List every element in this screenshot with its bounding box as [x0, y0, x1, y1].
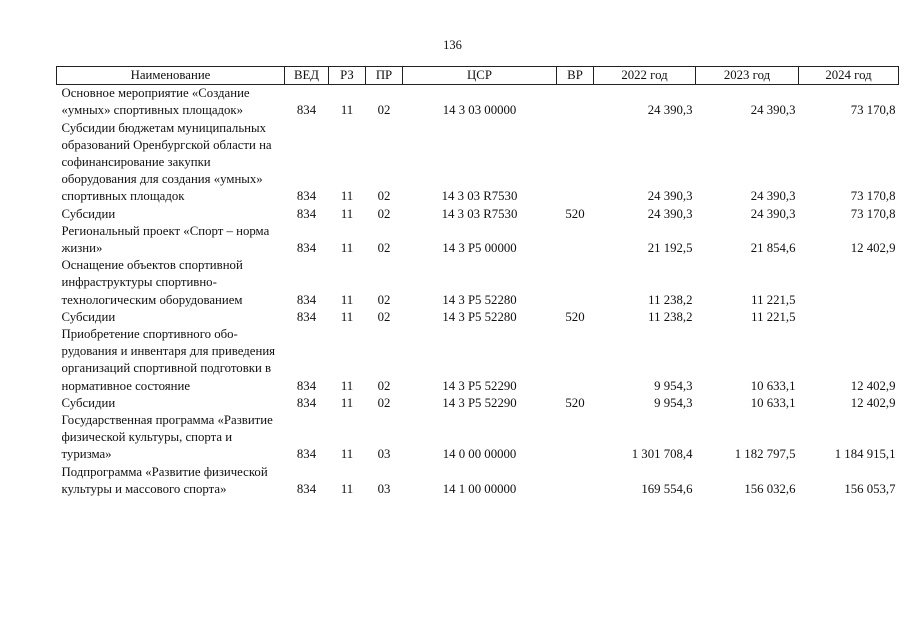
table-row: [57, 395, 899, 412]
cell-2023: 24 390,3: [750, 189, 796, 204]
cell-2022: 9 954,3: [654, 378, 693, 393]
row-name: Региональный проект «Спорт – норма жизни»: [61, 223, 270, 256]
table-row: [57, 257, 899, 309]
cell-2022: 169 554,6: [641, 481, 693, 496]
cell-vr: [557, 223, 594, 257]
table-body: [57, 85, 899, 498]
row-name: Подпрограмма «Развитие физической культуры и массового спорта»: [61, 464, 268, 496]
header-csr: ЦСР: [403, 67, 557, 85]
header-2022: 2022 год: [594, 67, 696, 85]
cell-rz: 11: [340, 447, 354, 462]
budget-table: [56, 66, 899, 498]
cell-pr: 02: [377, 206, 391, 221]
cell-2022: 9 954,3: [654, 395, 693, 410]
cell-2023: 1 182 797,5: [734, 447, 796, 462]
cell-csr: 14 1 00 00000: [442, 481, 517, 496]
cell-2022: 21 192,5: [647, 241, 693, 256]
cell-rz: 11: [340, 395, 354, 410]
cell-2024: 1 184 915,1: [834, 447, 896, 462]
cell-csr: 14 3 P5 52290: [442, 378, 517, 393]
page-number: 136: [443, 38, 462, 52]
cell-2024: [799, 309, 899, 326]
cell-rz: 11: [340, 309, 354, 324]
header-ved: ВЕД: [285, 67, 329, 85]
cell-vr: [557, 326, 594, 395]
cell-csr: 14 3 P5 52280: [442, 309, 517, 324]
cell-rz: 11: [340, 189, 354, 204]
cell-pr: 02: [377, 189, 391, 204]
table-header: [57, 67, 899, 85]
row-name: Субсидии: [61, 395, 116, 410]
cell-2024: 156 053,7: [844, 481, 896, 496]
cell-pr: 03: [377, 447, 391, 462]
cell-vr: 520: [565, 206, 585, 221]
header-pr: ПР: [366, 67, 403, 85]
cell-csr: 14 3 03 R7530: [441, 206, 518, 221]
cell-2024: 73 170,8: [850, 103, 896, 118]
table-row: [57, 223, 899, 257]
cell-2023: 10 633,1: [750, 395, 796, 410]
table-row: [57, 206, 899, 223]
cell-vr: [557, 464, 594, 498]
cell-2022: 24 390,3: [647, 206, 693, 221]
cell-2024: 12 402,9: [850, 241, 896, 256]
cell-pr: 02: [377, 103, 391, 118]
cell-2023: 11 221,5: [751, 292, 796, 307]
cell-pr: 02: [377, 292, 391, 307]
cell-pr: 02: [377, 241, 391, 256]
cell-2023: 24 390,3: [750, 103, 796, 118]
cell-2024: 73 170,8: [850, 189, 896, 204]
cell-rz: 11: [340, 103, 354, 118]
cell-ved: 834: [296, 241, 317, 256]
cell-2023: 11 221,5: [751, 309, 796, 324]
header-name: Наименование: [57, 67, 285, 85]
cell-vr: [557, 120, 594, 206]
cell-ved: 834: [296, 292, 317, 307]
header-2023: 2023 год: [696, 67, 799, 85]
cell-2022: 11 238,2: [648, 292, 693, 307]
row-name: Субсидии: [61, 309, 116, 324]
table-row: [57, 412, 899, 464]
header-vr: ВР: [557, 67, 594, 85]
row-name: Оснащение объектов спортивной инфраструктуры спортивно-технологическим оборудованием: [61, 258, 243, 307]
row-name: Субсидии бюджетам муниципальных образований Оренбургской области на софинансирование закупки оборудования для создания «умных» спортивных площадок: [61, 120, 272, 204]
cell-csr: 14 3 P5 00000: [442, 241, 517, 256]
cell-rz: 11: [340, 292, 354, 307]
table-row: [57, 85, 899, 120]
table-row: [57, 120, 899, 206]
table-row: [57, 326, 899, 395]
cell-ved: 834: [296, 378, 317, 393]
cell-csr: 14 3 03 R7530: [441, 189, 518, 204]
cell-ved: 834: [296, 447, 317, 462]
cell-rz: 11: [340, 378, 354, 393]
cell-2024: 12 402,9: [850, 395, 896, 410]
row-name: Основное мероприятие «Создание «умных» спортивных площадок»: [61, 86, 250, 118]
cell-ved: 834: [296, 309, 317, 324]
cell-rz: 11: [340, 241, 354, 256]
cell-2023: 21 854,6: [750, 241, 796, 256]
cell-2024: 73 170,8: [850, 206, 896, 221]
cell-csr: 14 3 03 00000: [442, 103, 517, 118]
cell-csr: 14 3 P5 52290: [442, 395, 517, 410]
cell-2022: 1 301 708,4: [631, 447, 693, 462]
cell-ved: 834: [296, 189, 317, 204]
header-rz: РЗ: [329, 67, 366, 85]
cell-vr: 520: [565, 309, 585, 324]
cell-pr: 02: [377, 309, 391, 324]
cell-pr: 02: [377, 378, 391, 393]
cell-2023: 10 633,1: [750, 378, 796, 393]
cell-2023: 156 032,6: [744, 481, 796, 496]
cell-csr: 14 3 P5 52280: [442, 292, 517, 307]
cell-pr: 03: [377, 481, 391, 496]
cell-rz: 11: [340, 481, 354, 496]
cell-pr: 02: [377, 395, 391, 410]
cell-ved: 834: [296, 395, 317, 410]
cell-ved: 834: [296, 206, 317, 221]
cell-vr: 520: [565, 395, 585, 410]
cell-ved: 834: [296, 481, 317, 496]
row-name: Субсидии: [61, 206, 116, 221]
cell-vr: [557, 257, 594, 309]
cell-rz: 11: [340, 206, 354, 221]
table-row: [57, 464, 899, 498]
cell-ved: 834: [296, 103, 317, 118]
cell-2023: 24 390,3: [750, 206, 796, 221]
cell-2022: 11 238,2: [648, 309, 693, 324]
cell-vr: [557, 85, 594, 120]
cell-2024: 12 402,9: [850, 378, 896, 393]
cell-csr: 14 0 00 00000: [442, 447, 517, 462]
cell-2022: 24 390,3: [647, 103, 693, 118]
row-name: Приобретение спортивного оборудования и инвентаря для приведения организаций спортивной подготовки в нормативное состояние: [61, 327, 276, 393]
table-row: [57, 309, 899, 326]
cell-2024: [799, 257, 899, 309]
cell-2022: 24 390,3: [647, 189, 693, 204]
header-row: [57, 67, 899, 85]
header-2024: 2024 год: [799, 67, 899, 85]
cell-vr: [557, 412, 594, 464]
row-name: Государственная программа «Развитие физической культуры, спорта и туризма»: [61, 413, 273, 462]
